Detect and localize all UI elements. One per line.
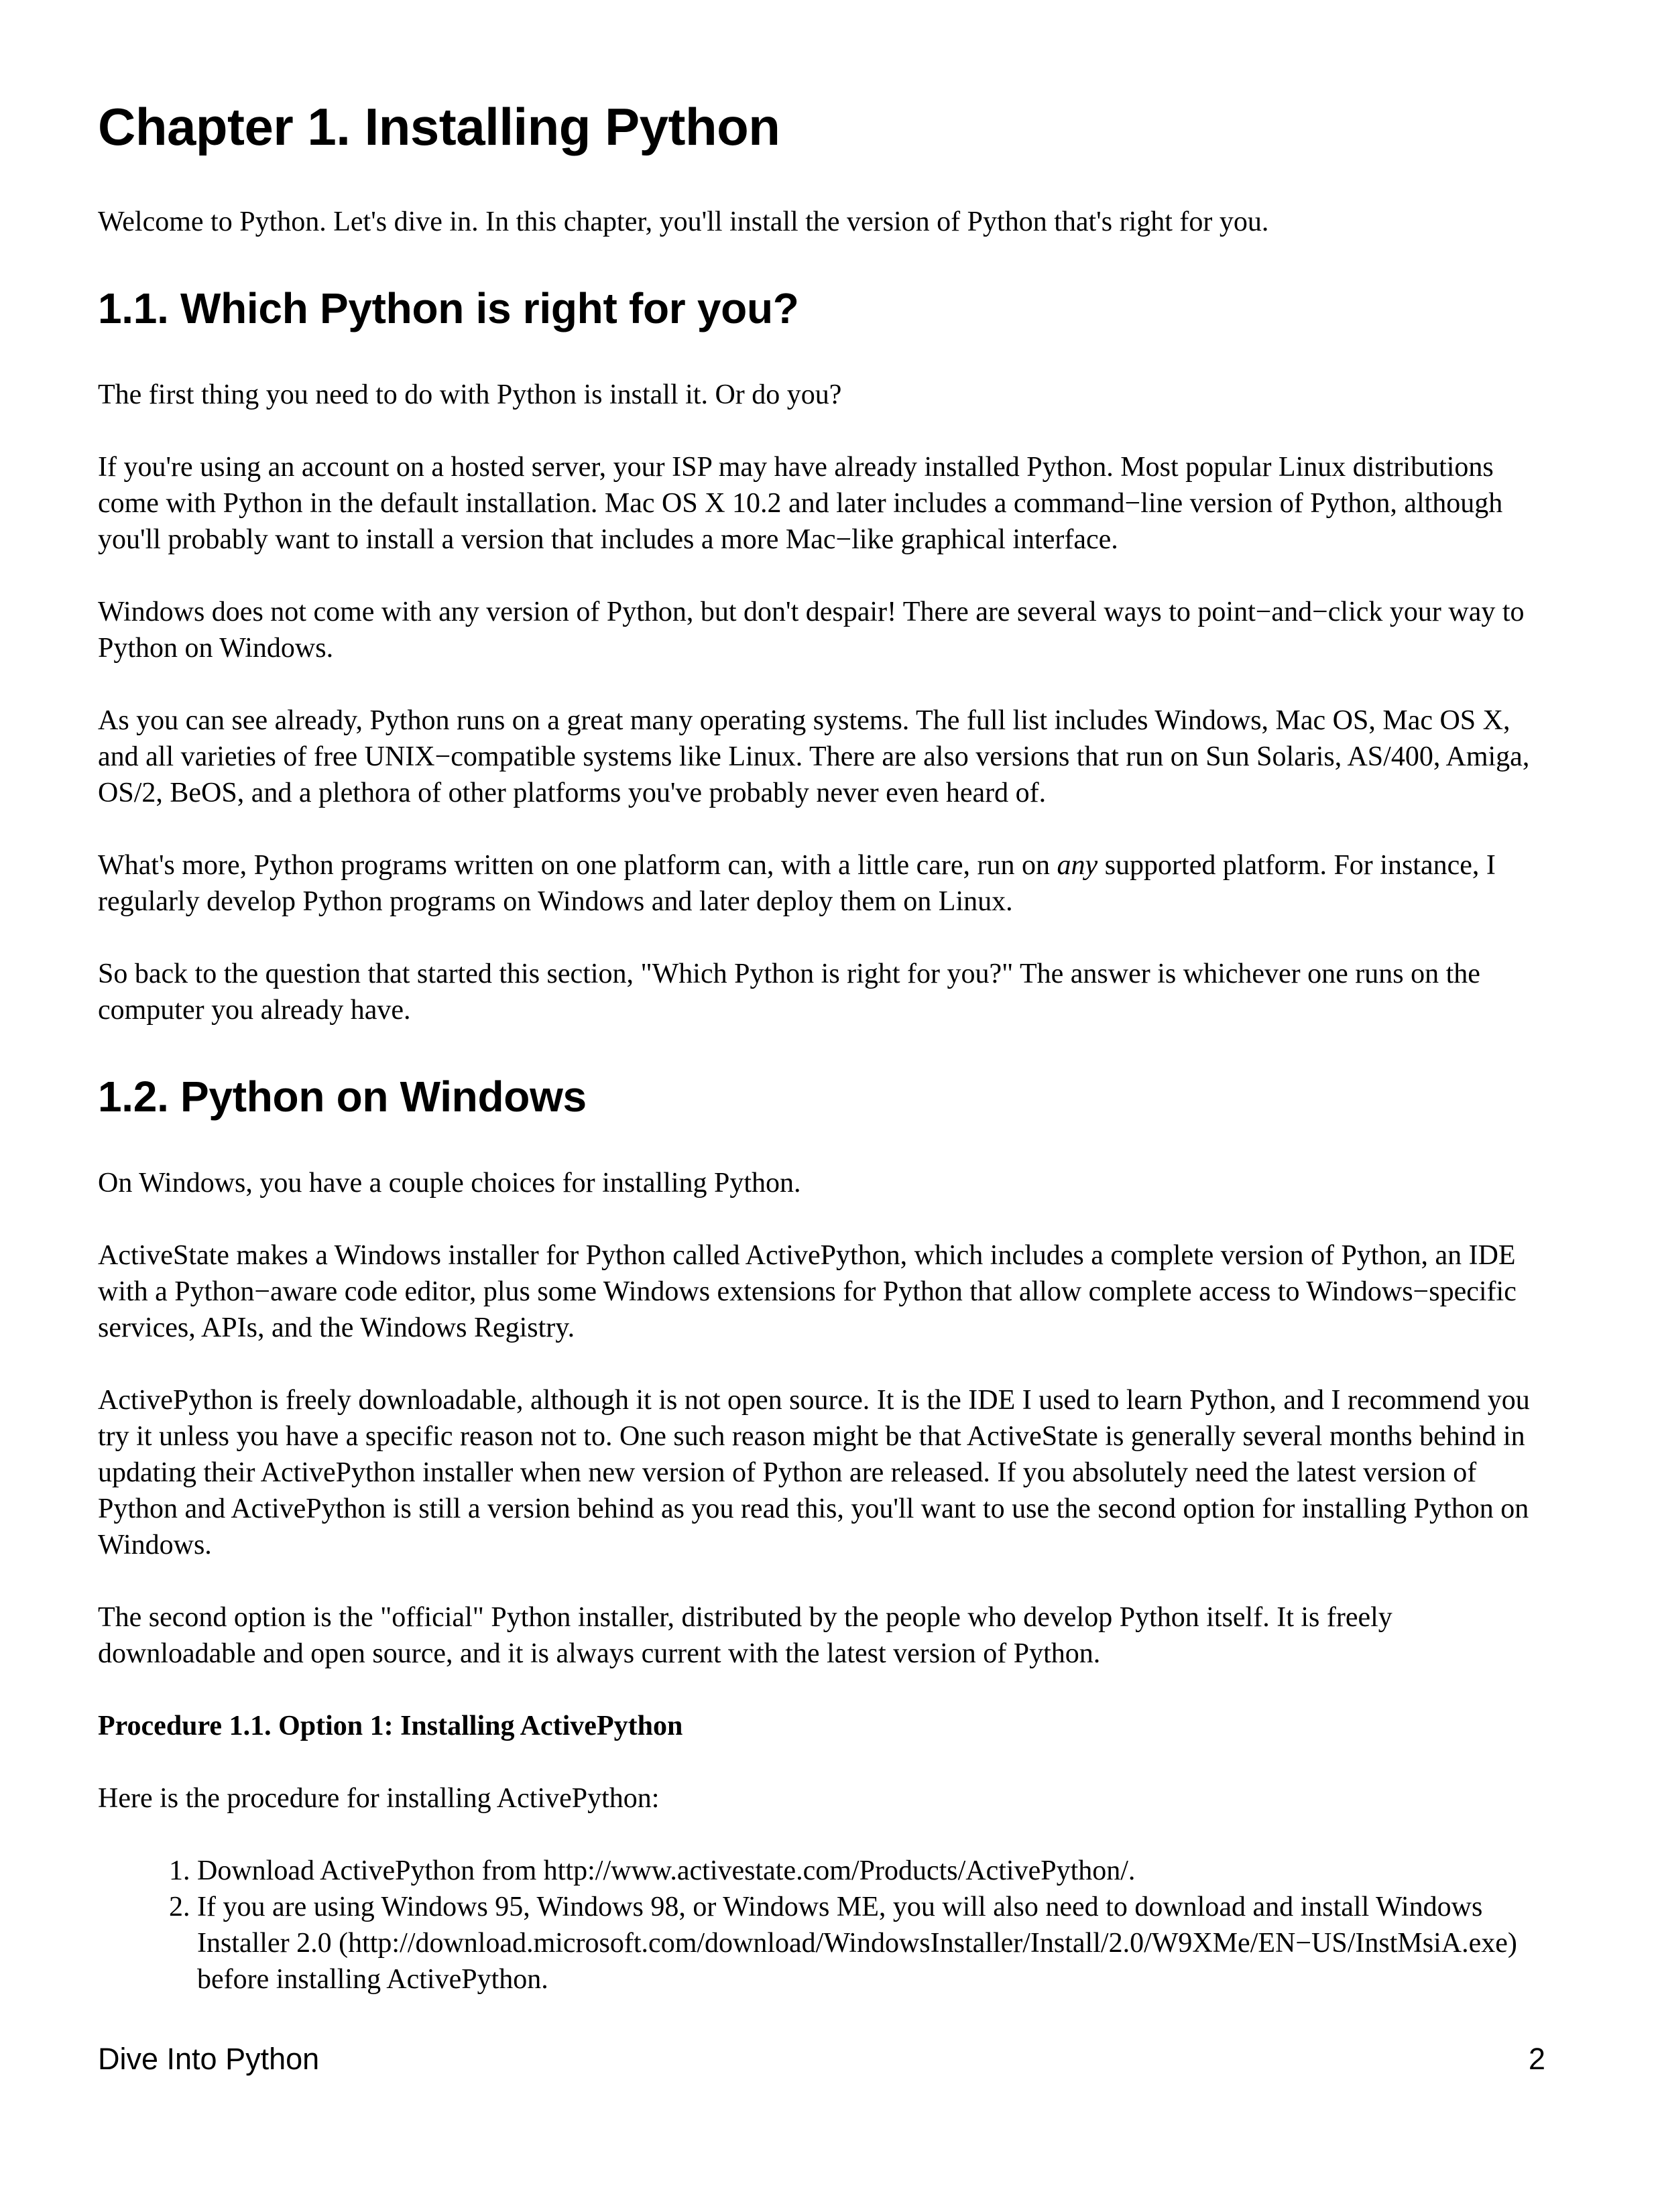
procedure-intro: Here is the procedure for installing ActivePython:	[98, 1783, 660, 1814]
intro-paragraph: Welcome to Python. Let's dive in. In this chapter, you'll install the version of Python that's right for you.	[98, 206, 1269, 237]
footer-page-number: 2	[1528, 2042, 1545, 2076]
procedure-step: 1. Download ActivePython from http://www.activestate.com/Products/ActivePython/.	[197, 1853, 1533, 1889]
paragraph	[98, 847, 1533, 920]
paragraph: The second option is the "official" Python installer, distributed by the people who develop Python itself. It is freely downloadable and open source, and it is always current with the latest version of Python.	[98, 1602, 1392, 1669]
procedure-title: Procedure 1.1. Option 1: Installing ActivePython	[98, 1711, 683, 1741]
text-span: supported platform. For instance, I regularly develop Python programs on Windows and later deploy them on Linux.	[98, 850, 1496, 917]
paragraph: As you can see already, Python runs on a great many operating systems. The full list includes Windows, Mac OS, Mac OS X, and all varieties of free UNIX−compatible systems like Linux. There are also versions that run on Sun Solaris, AS/400, Amiga, OS/2, BeOS, and a plethora of other platforms you've probably never even heard of.	[98, 705, 1530, 808]
emphasis-text: any	[1057, 850, 1098, 881]
chapter-title: Chapter 1. Installing Python	[98, 97, 780, 156]
paragraph: Windows does not come with any version of Python, but don't despair! There are several ways to point−and−click your way to Python on Windows.	[98, 597, 1525, 664]
procedure-step: 2. If you are using Windows 95, Windows 98, or Windows ME, you will also need to download and install Windows Installer 2.0 (http://download.microsoft.com/download/WindowsInstaller/Install/2.0/W9XMe/EN−US/InstMsiA.exe) before installing ActivePython.	[197, 1889, 1533, 1998]
section-heading-1-2: 1.2. Python on Windows	[98, 1072, 587, 1121]
paragraph: The first thing you need to do with Python is install it. Or do you?	[98, 379, 842, 410]
paragraph: ActivePython is freely downloadable, although it is not open source. It is the IDE I used to learn Python, and I recommend you try it unless you have a specific reason not to. One such reason might be that ActiveState is generally several months behind in updating their ActivePython installer when new version of Python are released. If you absolutely need the latest version of Python and ActivePython is still a version behind as you read this, you'll want to use the second option for installing Python on Windows.	[98, 1385, 1530, 1560]
paragraph: ActiveState makes a Windows installer for Python called ActivePython, which includes a complete version of Python, an IDE with a Python−aware code editor, plus some Windows extensions for Python that allow complete access to Windows−specific services, APIs, and the Windows Registry.	[98, 1240, 1517, 1343]
paragraph: So back to the question that started this section, "Which Python is right for you?" The answer is whichever one runs on the computer you already have.	[98, 959, 1480, 1026]
page-content	[98, 97, 1533, 1998]
text-span: What's more, Python programs written on one platform can, with a little care, run on	[98, 850, 1057, 881]
footer-book-title: Dive Into Python	[98, 2042, 320, 2076]
section-heading-1-1: 1.1. Which Python is right for you?	[98, 284, 799, 332]
procedure-steps	[98, 1853, 1533, 1998]
paragraph: If you're using an account on a hosted server, your ISP may have already installed Python. Most popular Linux distributions come with Python in the default installation. Mac OS X 10.2 and later includes a command−line version of Python, although you'll probably want to install a version that includes a more Mac−like graphical interface.	[98, 452, 1503, 555]
paragraph: On Windows, you have a couple choices for installing Python.	[98, 1168, 801, 1199]
